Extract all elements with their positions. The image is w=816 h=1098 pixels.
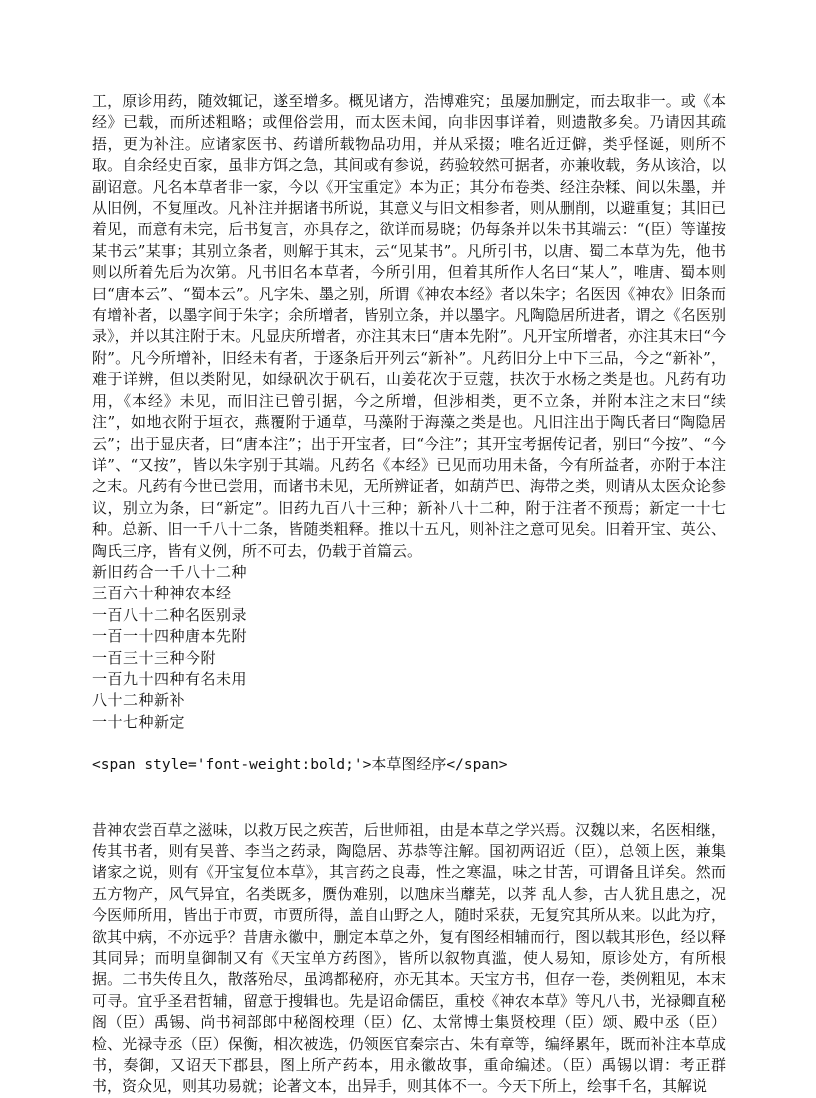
tujing-preface-paragraph: 昔神农尝百草之滋味，以救万民之疾苦，后世师祖，由是本草之学兴焉。汉魏以来，名医相继，传其书者，则有吴普、李当之药录，陶隐居、苏恭等注解。国初两诏近（臣），总领上医，兼集诸家之说，则有《开宝复位本草》，其言药之良毒，性之寒温，味之甘苦，可谓备且详矣。然而五方物产，风气异宜，名类既多，赝伪难别，以虺床当蘼芜，以荠 乱人参，古人犹且患之，况今医师所用，皆出于市贾，市贾所得，盖自山野之人，随时采获，无复究其所从来。以此为疗，欲其中病，不亦远乎？昔唐永徽中，删定本草之外，复有图经相辅而行，图以载其形色，经以释其同异；而明皇御制又有《天宝单方药图》，皆所以叙物真滥，使人易知，原诊处方，有所根据。二书失传且久，散落殆尽，虽鸿都秘府，亦无其本。天宝方书，但存一卷，类例粗见，本末可寻。宜乎圣君哲辅，留意于搜辑也。先是诏命儒臣，重校《神农本草》等凡八书，光禄卿直秘阁（臣）禹锡、尚书祠部郎中秘阁校理（臣）亿、太常博士集贤校理（臣）颂、殿中丞（臣）检、光禄寺丞（臣）保衡，相次被选，仍领医官秦宗古、朱有章等，编绎累年，既而补注本草成书，奏御，又诏天下郡县，图上所产药本，用永徽故事，重命编述。（臣）禹锡以谓：考正群书，资众见，则其功易就；论著文本，出异手，则其体不一。今天下所上，绘事千名，其解说 bbox=[92, 820, 726, 1096]
summary-item-mingyi: 一百八十二种名医别录 bbox=[92, 605, 248, 624]
summary-item-shennong: 三百六十种神农本经 bbox=[92, 584, 232, 603]
summary-item-xinding: 一十七种新定 bbox=[92, 712, 186, 731]
raw-tag-close: </span> bbox=[446, 757, 508, 774]
summary-item-youming: 一百九十四种有名未用 bbox=[92, 669, 248, 688]
summary-item-jinfu: 一百三十三种今附 bbox=[92, 648, 217, 667]
raw-tag-open: <span style='font-weight:bold;'> bbox=[92, 757, 372, 774]
drug-count-summary-list bbox=[92, 562, 726, 733]
section-heading-raw-markup bbox=[92, 754, 726, 776]
preface-paragraph: 工，原诊用药，随效辄记，遂至增多。概见诸方，浩博难究；虽屡加删定，而去取非一。或《本经》已载，而所述粗略；或俚俗尝用，而太医未闻，向非因事详着，则遗散多矣。乃请因其疏捂，更为补注。应诸家医书、药谱所载物品功用，并从采掇；唯名近迂僻，类乎怪诞，则所不取。自余经史百家，虽非方饵之急，其间或有参说，药验较然可据者，亦兼收载，务从该洽，以副诏意。凡名本草者非一家，今以《开宝重定》本为正；其分布卷类、经注杂糅、间以朱墨，并从旧例，不复厘改。凡补注并据诸书所说，其意义与旧文相参者，则从删削，以避重复；其旧已着见，而意有未完，后书复言，亦具存之，欲详而易晓；仍每条并以朱书其端云：“(臣）等谨按某书云”某事；其别立条者，则解于其末，云“见某书”。凡所引书，以唐、蜀二本草为先，他书则以所着先后为次第。凡书旧名本草者，今所引用，但着其所作人名曰“某人”，唯唐、蜀本则曰“唐本云”、“蜀本云”。凡字朱、墨之别，所谓《神农本经》者以朱字；名医因《神农》旧条而有增补者，以墨字间于朱字；余所增者，皆别立条，并以墨字。凡陶隐居所进者，谓之《名医别录》，并以其注附于末。凡显庆所增者，亦注其末曰“唐本先附”。凡开宝所增者，亦注其末曰“今附”。凡今所增补，旧经未有者，于逐条后开列云“新补”。凡药旧分上中下三品，今之“新补”，难于详辨，但以类附见，如绿矾次于矾石，山姜花次于豆蔻，扶次于水杨之类是也。凡药有功用，《本经》未见，而旧注已曾引据，今之所增，但涉相类，更不立条，并附本注之末曰“续注”，如地衣附于垣衣，燕覆附于通草，马藻附于海藻之类是也。凡旧注出于陶氏者曰“陶隐居云”；出于显庆者，曰“唐本注”；出于开宝者，曰“今注”；其开宝考据传记者，别曰“今按”、“今详”、“又按”，皆以朱字别于其端。凡药名《本经》已见而功用未备，今有所益者，亦附于本注之末。凡药有今世已尝用，而诸书未见，无所辨证者，如葫芦巴、海带之类，则请从太医众论参议，别立为条，曰“新定”。旧药九百八十三种；新补八十二种，附于注者不预焉；新定一十七种。总新、旧一千八十二条，皆随类粗释。推以十五凡，则补注之意可见矣。旧着开宝、英公、陶氏三序，皆有义例，所不可去，仍载于首篇云。 bbox=[92, 92, 726, 560]
summary-item-total: 新旧药合一千八十二种 bbox=[92, 562, 248, 581]
document-page bbox=[92, 91, 726, 1098]
summary-item-xinbu: 八十二种新补 bbox=[92, 691, 186, 710]
summary-item-tangben: 一百一十四种唐本先附 bbox=[92, 627, 248, 646]
section-title: 本草图经序 bbox=[371, 755, 447, 774]
section-spacer bbox=[92, 777, 726, 820]
